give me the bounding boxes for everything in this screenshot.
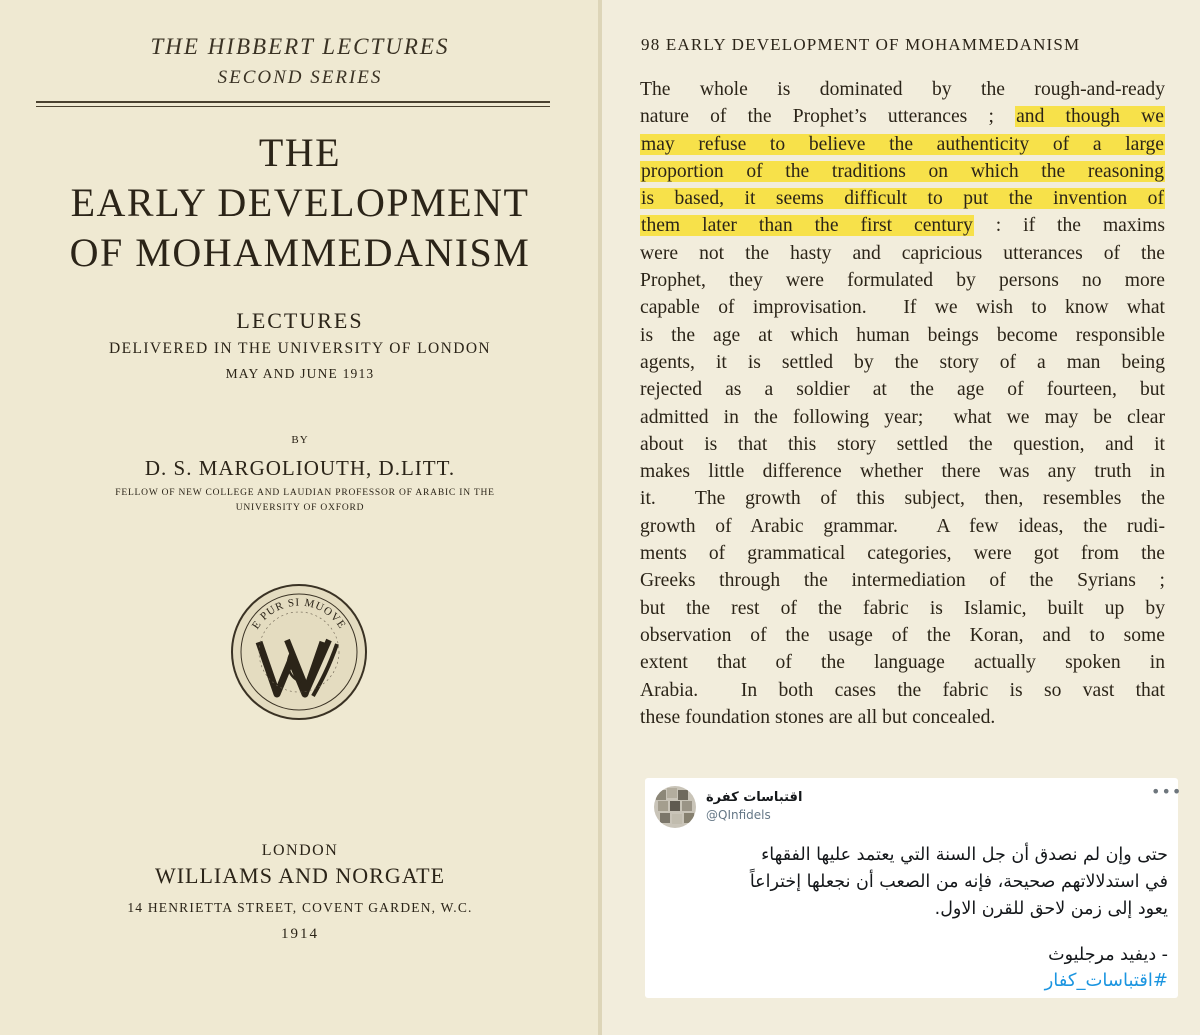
text-line [640,76,1165,103]
publisher-seal-logo [229,582,369,722]
tweet-display-name[interactable]: اقتباسات كفرة [706,790,803,805]
text-span: admitted in the following year; what we may be clear [640,406,1165,428]
text-line [640,294,1165,321]
highlighted-passage: and though we [1016,106,1164,128]
tweet-text [650,842,1168,923]
author-title-line-2: UNIVERSITY OF OXFORD [235,503,365,513]
text-span: extent that of the language actually spoken in [640,652,1165,674]
text-line [640,540,1165,567]
tweet-signature: - ديفيد مرجليوث [1048,945,1168,965]
lecture-dates: MAY AND JUNE 1913 [225,366,375,381]
running-head: 98 EARLY DEVELOPMENT OF MOHAMMEDANISM [641,35,1081,54]
text-line [640,513,1165,540]
tweet-text-line: في استدلالاتهم صحيحة، فإنه من الصعب أن نجعلها إختراعاً [749,872,1168,892]
text-span: these foundation stones are all but concealed. [640,706,996,728]
text-line [640,404,1165,431]
page-body-text [640,76,1165,731]
avatar[interactable] [654,786,696,828]
text-span: rejected as a soldier at the age of fourteen, but [640,379,1165,401]
author-title-line-1: FELLOW OF NEW COLLEGE AND LAUDIAN PROFESSOR OF ARABIC IN THE [115,488,495,498]
text-line [640,322,1165,349]
book-title-line-2: EARLY DEVELOPMENT [70,180,530,225]
text-span: Arabia. In both cases the fabric is so vast that [640,679,1165,701]
text-span: is the age at which human beings become responsible [640,324,1165,346]
highlighted-passage: proportion of the traditions on which the reasoning [641,160,1164,182]
text-line [640,267,1165,294]
text-line [640,185,1165,212]
text-line [640,704,1165,731]
highlighted-passage: them later than the first century [641,215,973,237]
text-span: observation of the usage of the Koran, and to some [640,624,1165,646]
text-line [640,349,1165,376]
text-line [640,103,1165,130]
text-line [640,622,1165,649]
highlighted-passage: is based, it seems difficult to put the invention of [641,188,1164,210]
book-title-line-3: OF MOHAMMEDANISM [69,230,531,275]
text-span: about is that this story settled the question, and it [640,433,1165,455]
by-label: BY [291,434,309,446]
text-line [640,240,1165,267]
title-rule-thin [36,106,550,107]
text-span: growth of Arabic grammar. A few ideas, the rudi- [640,515,1165,537]
series-subtitle: SECOND SERIES [217,67,383,88]
ellipsis-icon[interactable]: ••• [1151,782,1183,801]
text-line [640,567,1165,594]
text-line [640,677,1165,704]
text-span: makes little difference whether there was any truth in [640,461,1165,483]
text-line [640,212,1165,239]
tweet-text-line: يعود إلى زمن لاحق للقرن الاول. [934,899,1168,919]
lectures-heading: LECTURES [236,308,364,333]
text-span: nature of the Prophet’s utterances ; [640,106,1016,128]
text-line [640,649,1165,676]
text-span: The whole is dominated by the rough-and-ready [640,79,1165,100]
title-rule-thick [36,101,550,103]
series-title: THE HIBBERT LECTURES [150,34,450,59]
text-line [640,158,1165,185]
tweet-handle[interactable]: @QInfidels [706,808,771,822]
text-span: were not the hasty and capricious utterances of the [640,242,1165,264]
delivered-line: DELIVERED IN THE UNIVERSITY OF LONDON [109,340,491,357]
book-title-line-1: THE [258,130,342,175]
text-span: agents, it is settled by the story of a man being [640,351,1165,373]
publisher-address: 14 HENRIETTA STREET, COVENT GARDEN, W.C. [127,900,473,915]
text-span: Greeks through the intermediation of the Syrians ; [640,570,1165,592]
text-line [640,431,1165,458]
text-span: it. The growth of this subject, then, resembles the [640,488,1165,510]
text-line [640,485,1165,512]
text-line [640,376,1165,403]
text-span: Prophet, they were formulated by persons no more [640,270,1165,292]
text-line [640,595,1165,622]
text-span: ments of grammatical categories, were got from the [640,543,1165,565]
text-line [640,458,1165,485]
highlighted-passage: may refuse to believe the authenticity of a large [641,133,1164,155]
text-span: : if the maxims [973,215,1165,237]
text-line [640,131,1165,158]
text-span: but the rest of the fabric is Islamic, built up by [640,597,1165,619]
seal-motto: E PUR SI MUOVE [249,596,349,632]
text-span: capable of improvisation. If we wish to know what [640,297,1165,319]
author-name: D. S. MARGOLIOUTH, D.LITT. [144,456,456,480]
tweet-text-line: حتى وإن لم نصدق أن جل السنة التي يعتمد عليها الفقهاء [761,845,1168,865]
tweet-hashtag-link[interactable]: #اقتباسات_كفار [1044,970,1168,991]
publisher-name: WILLIAMS AND NORGATE [154,863,446,888]
publication-year: 1914 [281,926,319,942]
publication-place: LONDON [261,842,339,859]
